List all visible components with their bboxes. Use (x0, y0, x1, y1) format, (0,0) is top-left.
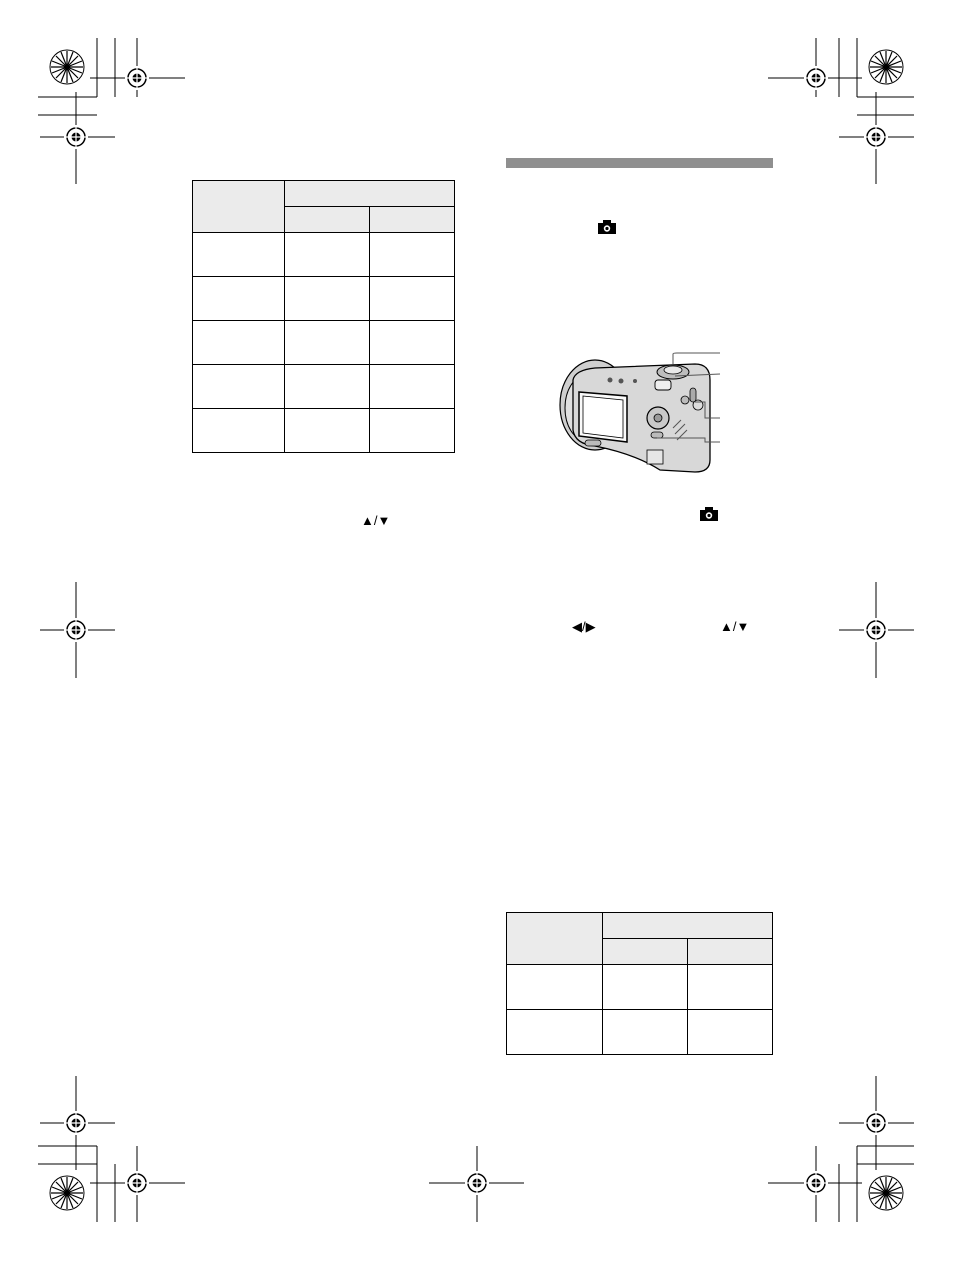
table-header-cell (193, 181, 285, 233)
table-row (507, 965, 773, 1010)
table-row (193, 321, 455, 365)
table-header-cell (507, 913, 603, 965)
table-top (192, 180, 455, 453)
table-row (193, 233, 455, 277)
table-subheader-cell (603, 939, 688, 965)
up-down-arrow-icon: ▲/▼ (720, 619, 750, 634)
table-subheader-cell (688, 939, 773, 965)
table-subheader-cell (285, 207, 370, 233)
camera-icon (598, 220, 616, 234)
left-right-arrow-icon: ◀/▶ (572, 619, 596, 634)
table-row (193, 409, 455, 453)
table-bottom (506, 912, 773, 1055)
table-header-cell (603, 913, 773, 939)
table-row (193, 365, 455, 409)
table-row (507, 1010, 773, 1055)
table-row (193, 277, 455, 321)
camera-illustration (555, 350, 725, 475)
camera-icon (700, 507, 718, 521)
table-header-cell (285, 181, 455, 207)
section-header-bar (506, 158, 773, 168)
table-subheader-cell (370, 207, 455, 233)
up-down-arrow-icon: ▲/▼ (361, 513, 391, 528)
